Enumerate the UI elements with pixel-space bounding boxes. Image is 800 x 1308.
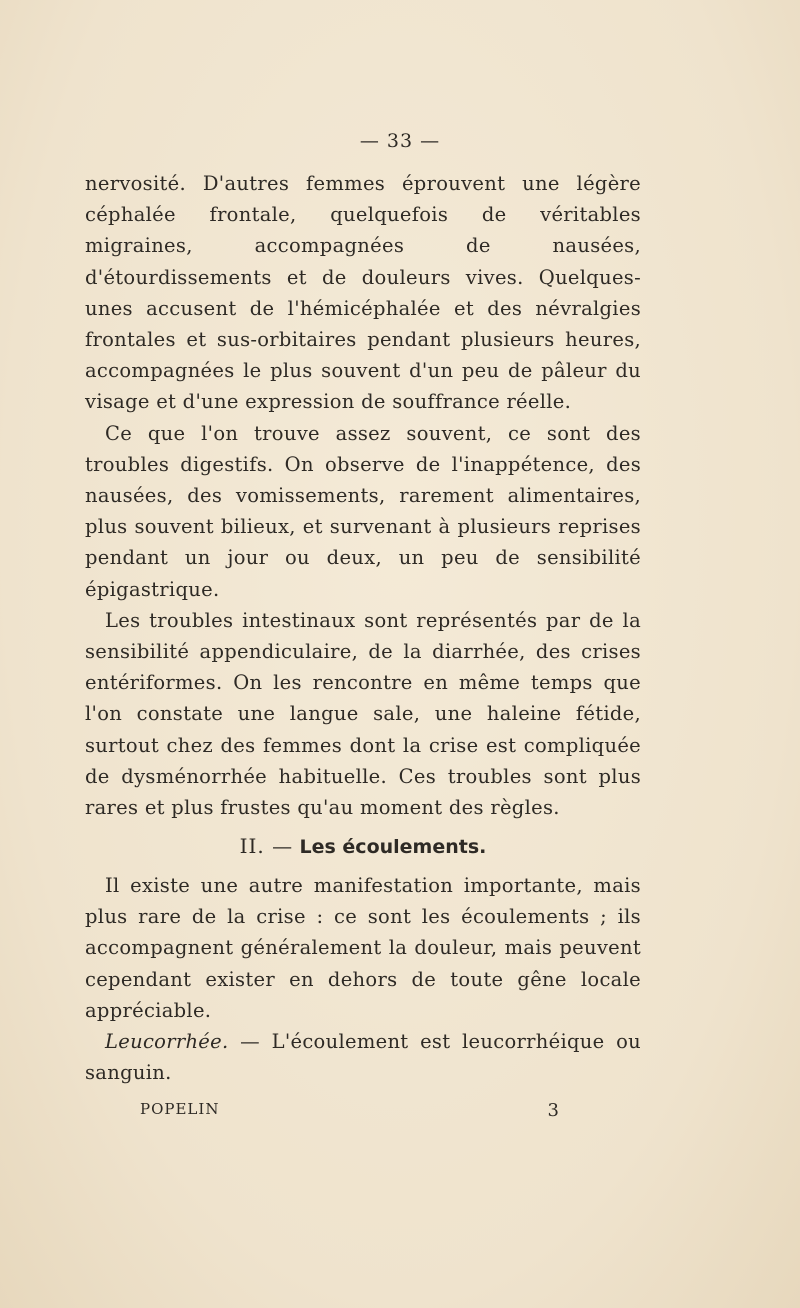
- paragraph-troubles-intestinaux: Les troubles intestinaux sont représentés par de la sensibilité appendiculaire, de la diarrhée, des crises entériformes. On les rencontre en même temps que l'on constate une langue sale, une haleine fétide, surtout chez des femmes dont la crise est compliquée de dysménorrhée habituelle. Ces troubles sont plus rares et plus frustes qu'au moment des règles.: [85, 608, 641, 820]
- leucorrhee-text: — L'écoulement est leucorrhéique ou sanguin.: [85, 1030, 641, 1085]
- paragraph-ecoulements: Il existe une autre manifestation importante, mais plus rare de la crise : ce sont les écoulements ; ils accompagnent généralement la douleur, mais peuvent cependant exister en dehors de toute gêne locale appréciable.: [85, 874, 641, 1022]
- section-heading: [85, 834, 641, 858]
- section-numeral: II. —: [239, 834, 294, 858]
- paragraph-leucorrhee: [85, 1026, 641, 1088]
- text-block-bottom: [85, 870, 641, 1088]
- section-title: Les écoulements.: [299, 836, 487, 858]
- footer-sheet-number: 3: [547, 1100, 560, 1121]
- page-number: — 33 —: [359, 130, 441, 152]
- leucorrhee-label: Leucorrhée.: [105, 1030, 229, 1054]
- text-block-top: [85, 168, 641, 823]
- footer-author: POPELIN: [140, 1100, 220, 1118]
- paragraph-troubles-digestifs: Ce que l'on trouve assez souvent, ce sont des troubles digestifs. On observe de l'inappétence, des nausées, des vomissements, rarement alimentaires, plus souvent bilieux, et survenant à plusieurs reprises pendant un jour ou deux, un peu de sensibilité épigastrique.: [85, 421, 641, 601]
- paragraph-nervosite: nervosité. D'autres femmes éprouvent une légère céphalée frontale, quelquefois de véritables migraines, accompagnées de nausées, d'étourdissements et de douleurs vives. Quelques-unes accusent de l'hémicéphalée et des névralgies frontales et sus-orbitaires pendant plusieurs heures, accompagnées le plus souvent d'un peu de pâleur du visage et d'une expression de souffrance réelle.: [85, 172, 641, 414]
